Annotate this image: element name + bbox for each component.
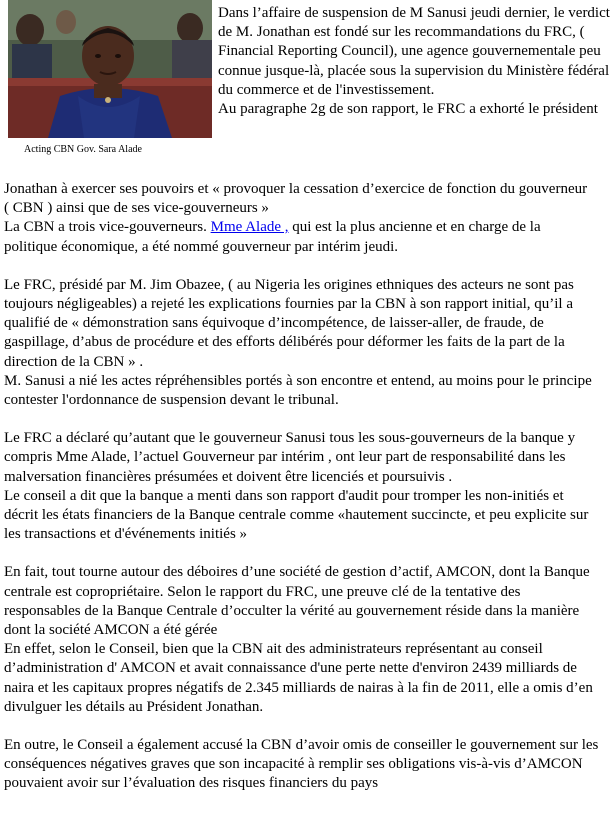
- text-line: toujours négligeables) a rejeté les explications fournies par la CBN à son rapport initial, qu’il a: [4, 296, 574, 313]
- text-line: de M. Jonathan est fondé sur les recommandations du FRC, (: [218, 24, 585, 41]
- paragraph-1: [4, 180, 610, 257]
- paragraph-3: [4, 429, 610, 544]
- text-line: Jonathan à exercer ses pouvoirs et « provoquer la cessation d’exercice de fonction du gouverneur: [4, 181, 588, 197]
- text-line: responsables de la Banque Centrale d’occulter la vérité au gouvernement réside dans la manière: [4, 602, 580, 619]
- text-line: malversation financières présumées et doivent être licenciés et poursuivis .: [4, 468, 453, 485]
- article-figure: [8, 0, 212, 156]
- text-line: Financial Reporting Council), une agence gouvernementale peu: [218, 43, 601, 60]
- text-line: M. Sanusi a nié les actes répréhensibles portés à son encontre et entend, au moins pour le principe: [4, 372, 592, 389]
- text-line-with-link: [4, 218, 610, 237]
- text-line: Au paragraphe 2g de son rapport, le FRC a exhorté le président: [218, 101, 598, 118]
- text-line: connue jusque-là, placée sous la supervision du Ministère fédéral: [218, 62, 610, 79]
- text-line: compris Mme Alade, l’actuel Gouverneur par intérim , ont leur part de responsabilité dans les: [4, 449, 566, 466]
- photo-acting-governor: [8, 0, 212, 138]
- text-line: politique économique, a été nommé gouverneur par intérim jeudi.: [4, 238, 399, 255]
- text-line: direction de la CBN » .: [4, 353, 144, 370]
- text-line: qualifié de « démonstration sans équivoque d’incompétence, de laisser-aller, de fraude, de: [4, 315, 544, 332]
- text-line: naira et les capitaux propres négatifs de 2.345 milliards de nairas à la fin de 2011, elle a omis d’en: [4, 679, 593, 696]
- text-line: divulguer les détails au Président Jonathan.: [4, 698, 264, 715]
- article-body: [4, 180, 610, 813]
- intro-paragraph: [218, 4, 614, 119]
- mme-alade-link[interactable]: Mme Alade ,: [210, 219, 289, 236]
- text-line: En effet, selon le Conseil, bien que la CBN ait des administrateurs représentant au conseil: [4, 641, 543, 658]
- photo-illustration: [8, 0, 212, 138]
- text-line: contester l'ordonnance de suspension devant le tribunal.: [4, 392, 339, 409]
- text-line: En outre, le Conseil a également accusé la CBN d’avoir omis de conseiller le gouvernement sur les: [4, 737, 599, 754]
- text-line: En fait, tout tourne autour des déboires d’une société de gestion d’actif, AMCON, dont la Banque: [4, 564, 590, 581]
- text-line: Le conseil a dit que la banque a menti dans son rapport d'audit pour tromper les non-initiés et: [4, 487, 564, 504]
- paragraph-4: [4, 563, 610, 717]
- paragraph-2: [4, 276, 610, 410]
- text-line: du commerce et de l'investissement.: [218, 81, 435, 98]
- text-line: centrale est copropriétaire. Selon le rapport du FRC, une preuve clé de la tentative des: [4, 583, 521, 600]
- photo-caption: Acting CBN Gov. Sara Alade: [24, 144, 142, 155]
- text-line: d’administration d' AMCON et avait connaissance d'une perte nette d'environ 2439 milliards de: [4, 660, 577, 677]
- text-line: pouvaient avoir sur l’évaluation des risques financiers du pays: [4, 775, 379, 792]
- text-line: gaspillage, d’abus de procédure et des efforts délibérés pour déformer les faits de la part de la: [4, 334, 565, 351]
- text-line: dont la société AMCON a été gérée: [4, 622, 218, 639]
- text-line: Le FRC, présidé par M. Jim Obazee, ( au Nigeria les origines ethniques des acteurs ne sont pas: [4, 276, 574, 293]
- text-segment: qui est la plus ancienne et en charge de la: [288, 219, 541, 236]
- text-line: décrit les états financiers de la Banque centrale comme «hautement succincte, et peu explicite sur: [4, 507, 589, 524]
- text-line: ( CBN ) ainsi que de ses vice-gouverneurs »: [4, 200, 269, 217]
- text-line: conséquences négatives graves que son incapacité à remplir ses obligations vis-à-vis d’AMCON: [4, 756, 583, 773]
- text-line: Le FRC a déclaré qu’autant que le gouverneur Sanusi tous les sous-gouverneurs de la banque y: [4, 430, 576, 447]
- text-segment: La CBN a trois vice-gouverneurs.: [4, 219, 211, 236]
- text-line: les transactions et d'événements initiés »: [4, 526, 248, 543]
- text-line: Dans l’affaire de suspension de M Sanusi jeudi dernier, le verdict: [218, 5, 610, 21]
- paragraph-5: [4, 736, 610, 794]
